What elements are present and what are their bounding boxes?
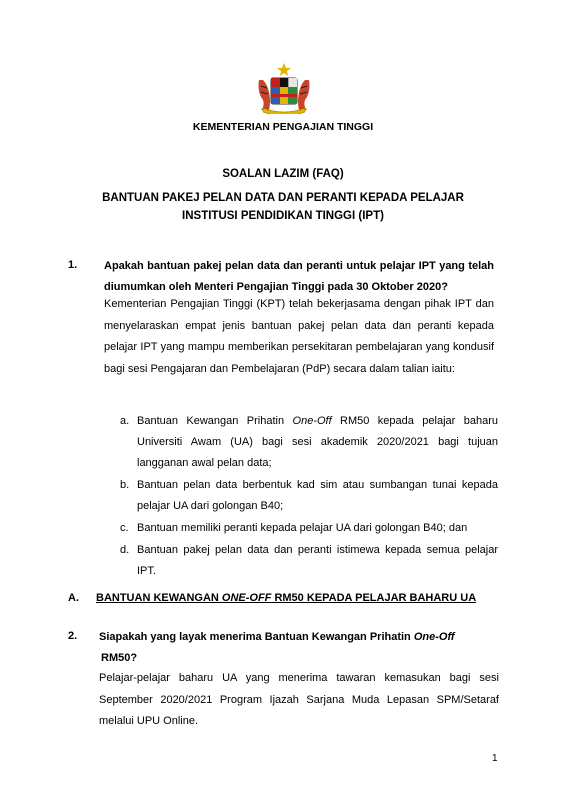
list-item: b. Bantuan pelan data berbentuk kad sim atau sumbangan tunai kepada pelajar UA dari golongan B40; bbox=[120, 475, 498, 517]
document-subtitle-line2: INSTITUSI PENDIDIKAN TINGGI (IPT) bbox=[182, 210, 384, 222]
section-a-letter: A. bbox=[68, 592, 79, 604]
question-1-number: 1. bbox=[68, 259, 78, 271]
question-1-text: Apakah bantuan pakej pelan data dan peranti untuk pelajar IPT yang telah diumumkan oleh Menteri Pengajian Tinggi pada 30 Oktober 2020? bbox=[104, 260, 494, 293]
answer-1-list bbox=[120, 411, 498, 583]
list-marker: d. bbox=[120, 544, 130, 556]
list-item: a. Bantuan Kewangan Prihatin One-Off RM50 kepada pelajar baharu Universiti Awam (UA) bagi sesi akademik 2020/2021 bagi tujuan langganan awal pelan data; bbox=[120, 411, 498, 474]
document-subtitle-line1: BANTUAN PAKEJ PELAN DATA DAN PERANTI KEPADA PELAJAR bbox=[102, 192, 464, 204]
question-2-number: 2. bbox=[68, 630, 78, 642]
page-number: 1 bbox=[492, 753, 498, 764]
question-2-text: Siapakah yang layak menerima Bantuan Kewangan Prihatin One-Off RM50? bbox=[99, 631, 455, 664]
list-marker: a. bbox=[120, 415, 130, 427]
section-a-title: BANTUAN KEWANGAN ONE-OFF RM50 KEPADA PELAJAR BAHARU UA bbox=[96, 592, 477, 604]
list-item: c. Bantuan memiliki peranti kepada pelajar UA dari golongan B40; dan bbox=[120, 518, 498, 539]
answer-2-paragraph: Pelajar-pelajar baharu UA yang menerima tawaran kemasukan bagi sesi September 2020/2021 Program Ijazah Sarjana Muda Lepasan SPM/Setaraf melalui UPU Online. bbox=[99, 672, 499, 727]
ministry-name: KEMENTERIAN PENGAJIAN TINGGI bbox=[192, 121, 374, 133]
list-marker: c. bbox=[120, 522, 129, 534]
list-marker: b. bbox=[120, 479, 130, 491]
answer-1-paragraph: Kementerian Pengajian Tinggi (KPT) telah bekerjasama dengan pihak IPT dan menyelaraskan empat jenis bantuan pakej pelan data dan peranti kepada pelajar IPT yang mampu memberikan persekitaran pembelajaran yang kondusif bagi sesi Pengajaran dan Pembelajaran (PdP) secara dalam talian iaitu: bbox=[104, 298, 494, 375]
malaysia-coat-of-arms-icon bbox=[255, 62, 313, 114]
document-title: SOALAN LAZIM (FAQ) bbox=[222, 168, 344, 180]
list-item: d. Bantuan pakej pelan data dan peranti istimewa kepada semua pelajar IPT. bbox=[120, 540, 498, 582]
